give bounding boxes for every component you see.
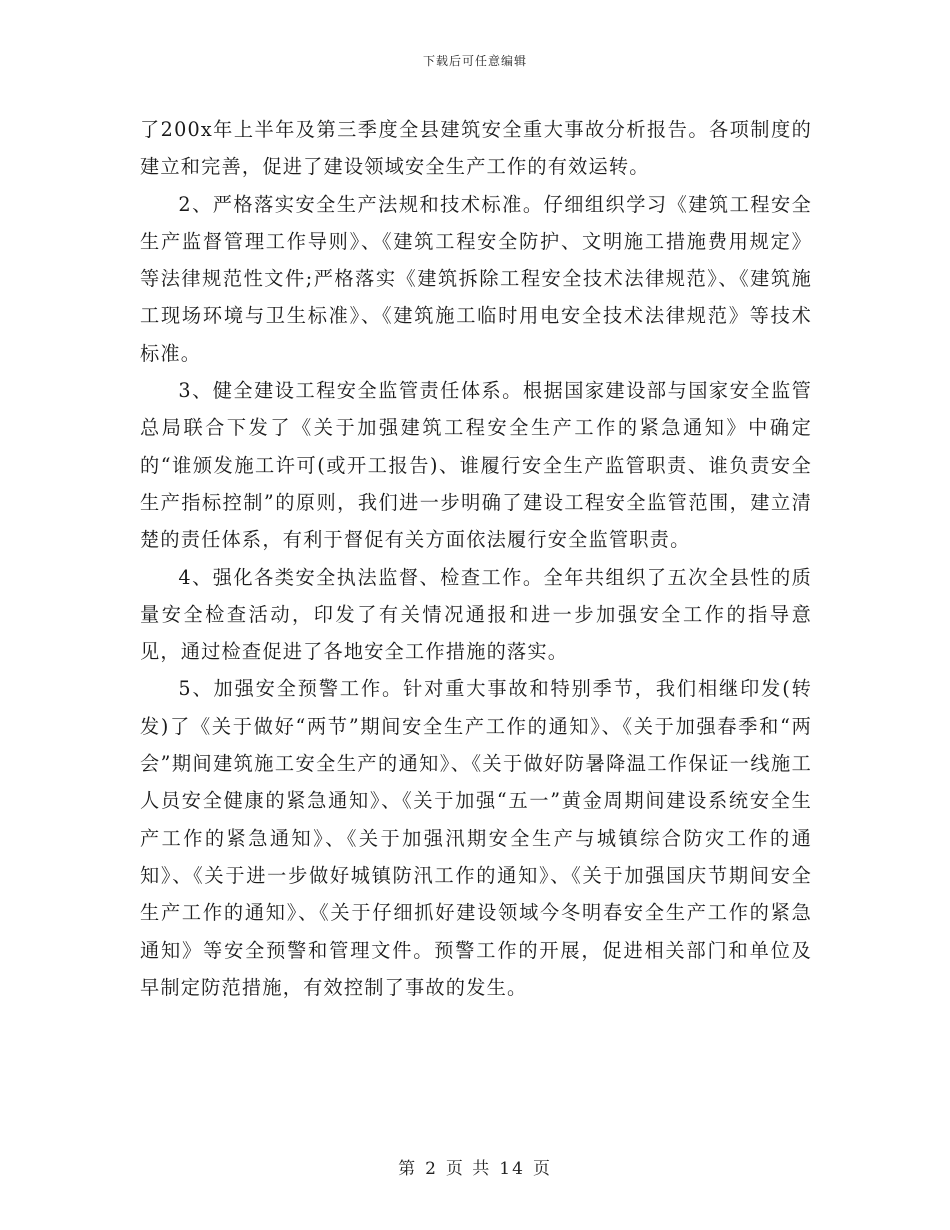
paragraph-item-3: 3、健全建设工程安全监管责任体系。根据国家建设部与国家安全监管总局联合下发了《关于加强建筑工程安全生产工作的紧急通知》中确定的“谁颁发施工许可(或开工报告)、谁履行安全生产监管职责、谁负责安全生产指标控制”的原则，我们进一步明确了建设工程安全监管范围，建立清楚的责任体系，有利于督促有关方面依法履行安全监管职责。: [140, 379, 812, 552]
paragraph-item-2: 2、严格落实安全生产法规和技术标准。仔细组织学习《建筑工程安全生产监督管理工作导则》、《建筑工程安全防护、文明施工措施费用规定》等法律规范性文件;严格落实《建筑拆除工程安全技术法律规范》、《建筑施工现场环境与卫生标准》、《建筑施工临时用电安全技术法律规范》等技术标准。: [140, 192, 812, 365]
page-footer: [0, 1154, 950, 1179]
paragraph-continuation: 了200x年上半年及第三季度全县建筑安全重大事故分析报告。各项制度的建立和完善，促进了建设领域安全生产工作的有效运转。: [140, 118, 812, 179]
footer-middle: 页 共: [445, 1159, 492, 1179]
footer-suffix: 页: [532, 1159, 552, 1179]
document-body: [140, 111, 812, 1006]
paragraph-item-5: 5、加强安全预警工作。针对重大事故和特别季节，我们相继印发(转发)了《关于做好“两节”期间安全生产工作的通知》、《关于加强春季和“两会”期间建筑施工安全生产的通知》、《关于做好防暑降温工作保证一线施工人员安全健康的紧急通知》、《关于加强“五一”黄金周期间建设系统安全生产工作的紧急通知》、《关于加强汛期安全生产与城镇综合防灾工作的通知》、《关于进一步做好城镇防汛工作的通知》、《关于加强国庆节期间安全生产工作的通知》、《关于仔细抓好建设领域今冬明春安全生产工作的紧急通知》等安全预警和管理文件。预警工作的开展，促进相关部门和单位及早制定防范措施，有效控制了事故的发生。: [140, 677, 812, 999]
page-header: 下载后可任意编辑: [422, 54, 527, 68]
paragraph-item-4: 4、强化各类安全执法监督、检查工作。全年共组织了五次全县性的质量安全检查活动，印发了有关情况通报和进一步加强安全工作的指导意见，通过检查促进了各地安全工作措施的落实。: [140, 565, 812, 664]
footer-prefix: 第: [398, 1159, 418, 1179]
footer-total-pages: 14: [499, 1159, 525, 1179]
footer-current-page: 2: [425, 1159, 438, 1179]
